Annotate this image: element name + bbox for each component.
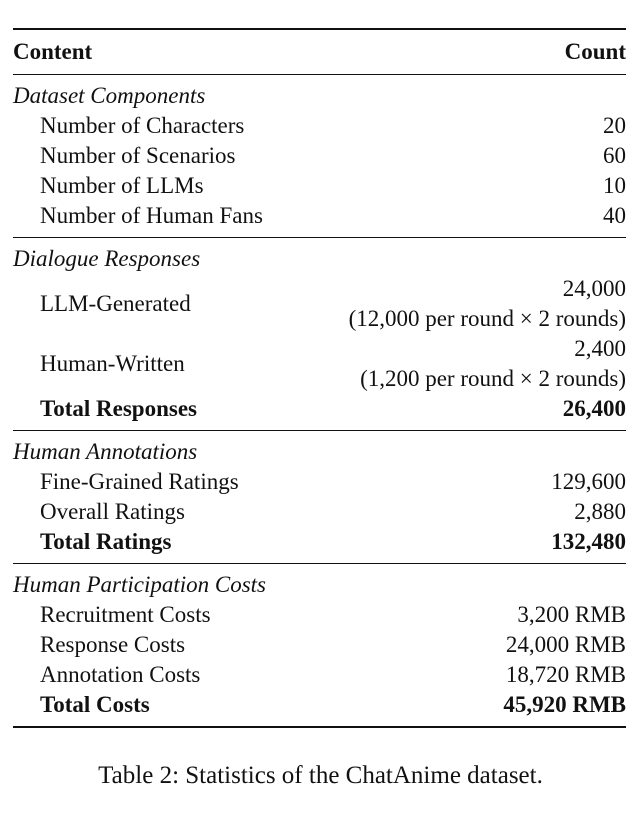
row-count: 24,000 RMB [505,632,626,657]
row-label: Number of Scenarios [40,143,236,168]
row-count: 20 [603,113,626,138]
table-row [13,111,626,141]
row-count: 10 [603,173,626,198]
row-count: 2,880 [574,499,626,524]
table-row [13,630,626,660]
row-count: 18,720 RMB [505,662,626,687]
section-title-dialogue-responses: Dialogue Responses [13,246,201,271]
table-row [13,171,626,201]
row-count: 3,200 RMB [517,602,626,627]
table-row [13,334,626,394]
table-row [13,201,626,231]
row-label: Total Ratings [40,529,172,554]
row-count-block [349,274,626,334]
section-title-dataset-components: Dataset Components [13,83,206,108]
row-label: Number of LLMs [40,173,204,198]
row-count: 60 [603,143,626,168]
section-title-human-annotations: Human Annotations [13,439,198,464]
table-header-row [13,30,626,74]
table-row [13,497,626,527]
header-content: Content [13,39,93,64]
statistics-table [13,28,626,728]
row-label: Recruitment Costs [40,602,211,627]
table-row [13,274,626,334]
table-row [13,141,626,171]
row-count: 132,480 [551,529,626,554]
row-count: 2,400 [574,336,626,361]
row-label: Number of Human Fans [40,203,263,228]
table-row [13,660,626,690]
row-count-detail: (12,000 per round × 2 rounds) [348,306,626,331]
table-row-total [13,394,626,424]
table-row [13,600,626,630]
bottom-rule [13,726,626,728]
row-label: LLM-Generated [40,291,191,316]
row-label: Total Responses [40,396,197,421]
table-row-total [13,690,626,720]
row-label: Overall Ratings [40,499,185,524]
row-count: 40 [603,203,626,228]
row-count: 24,000 [562,276,626,301]
row-label: Annotation Costs [40,662,201,687]
row-label: Response Costs [40,632,186,657]
row-count: 45,920 RMB [503,692,626,717]
row-label: Number of Characters [40,113,245,138]
row-count: 129,600 [551,469,626,494]
section-title-human-participation-costs: Human Participation Costs [13,572,267,597]
row-count: 26,400 [562,396,626,421]
table-row-total [13,527,626,557]
table-row [13,467,626,497]
row-count-detail: (1,200 per round × 2 rounds) [360,366,626,391]
table-caption: Table 2: Statistics of the ChatAnime dataset. [98,762,543,789]
header-count: Count [564,39,626,64]
row-count-block [360,334,626,394]
row-label: Total Costs [40,692,150,717]
row-label: Human-Written [40,351,185,376]
row-label: Fine-Grained Ratings [40,469,239,494]
